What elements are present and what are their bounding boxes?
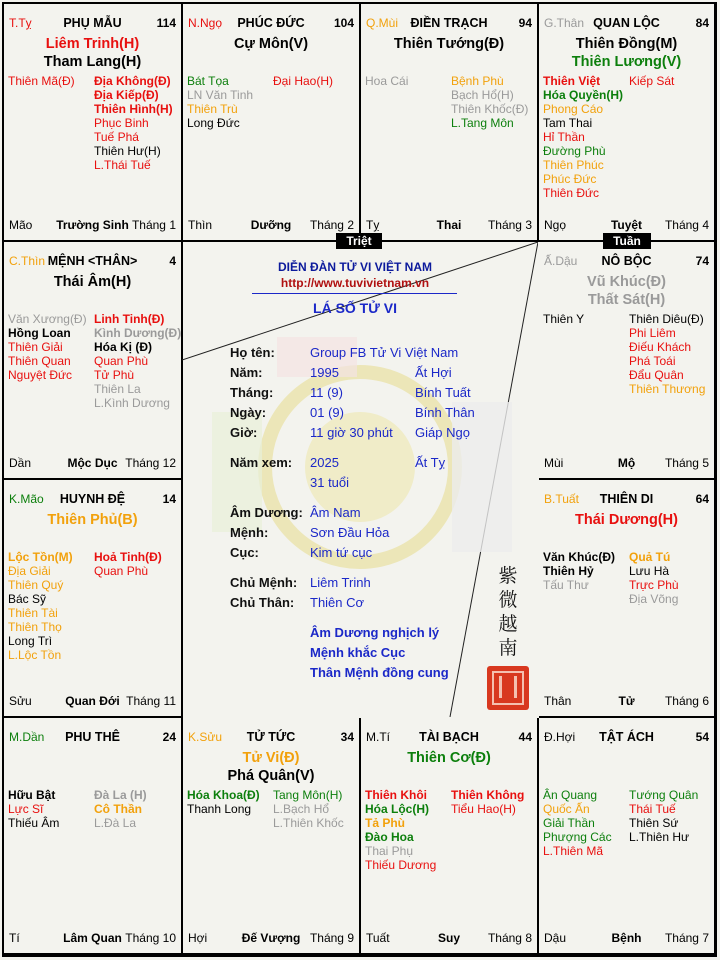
palace-branch: K.Sửu [188, 730, 223, 744]
palace-name: THIÊN DI [599, 492, 654, 506]
minor-star: Thiên Y [543, 312, 585, 326]
info-value-canchi: Giáp Ngọ [415, 425, 470, 440]
palace-header [544, 492, 709, 508]
palace-footer [544, 931, 709, 945]
info-value: 11 giờ 30 phút [310, 425, 393, 440]
minor-star: Nguyệt Đức [8, 368, 73, 382]
minor-star: Thái Tuế [629, 802, 676, 816]
minor-star: Thiên Quý [8, 578, 64, 592]
red-seal-stamp [487, 666, 529, 710]
footer-branch: Mùi [544, 456, 564, 470]
minor-star: Điếu Khách [629, 340, 692, 354]
right-star-column [629, 312, 705, 396]
palace-footer [9, 694, 176, 708]
minor-star: Lộc Tồn(M) [8, 550, 73, 564]
palace-name: TÀI BẠCH [419, 730, 479, 744]
palace-mao [4, 480, 183, 718]
info-label: Chủ Mệnh: [230, 575, 298, 590]
palace-number: 24 [162, 730, 176, 744]
palace-number: 34 [340, 730, 354, 744]
minor-star: Hóa Quyền(H) [543, 88, 624, 102]
calligraphy-char: 越 [498, 613, 518, 635]
info-label: Họ tên: [230, 345, 275, 360]
palace-name: TỬ TỨC [246, 730, 296, 744]
major-star: Thiên Phủ(B) [47, 512, 138, 528]
info-label: Năm: [230, 365, 263, 380]
minor-star: L.Tang Môn [451, 116, 514, 130]
minor-star: Phi Liêm [629, 326, 676, 340]
palace-name: ĐIỀN TRẠCH [410, 16, 488, 30]
minor-star: L.Kình Dương [94, 396, 170, 410]
minor-star: Trực Phù [629, 578, 679, 592]
palace-header [544, 16, 709, 32]
minor-star: Hoả Tinh(Đ) [94, 550, 162, 564]
footer-month: Tháng 1 [131, 218, 176, 232]
minor-star: Thiên Khốc(Đ) [451, 102, 529, 116]
info-value-canchi: Ất Hợi [415, 365, 452, 380]
palace-branch: C.Thìn [9, 254, 46, 268]
palace-branch: T.Tỵ [9, 16, 32, 30]
left-star-column [543, 74, 623, 200]
minor-star: Địa Không(Đ) [94, 74, 171, 88]
right-star-column [94, 550, 162, 578]
palace-header [9, 254, 176, 270]
footer-month: Tháng 11 [126, 694, 176, 708]
minor-star: Thiên Mã(Đ) [8, 74, 75, 88]
minor-star: Địa Võng [629, 592, 679, 606]
footer-stage: Trường Sinh [56, 218, 129, 232]
minor-star: LN Văn Tinh [187, 88, 254, 102]
info-value-canchi: Bính Thân [415, 405, 475, 420]
left-star-column [8, 788, 59, 830]
palace-number: 64 [695, 492, 709, 506]
footer-month: Tháng 2 [309, 218, 354, 232]
palace-number: 94 [518, 16, 532, 30]
minor-star: Đường Phù [543, 144, 606, 158]
palace-dau [539, 242, 716, 480]
chart-title: LÁ SỐ TỬ VI [313, 300, 397, 316]
major-star: Vũ Khúc(Đ) [587, 274, 666, 290]
minor-star: L.Thiên Khốc [273, 816, 344, 830]
info-label: Cục: [230, 545, 259, 560]
minor-star: Tiểu Hao(H) [451, 802, 516, 816]
palace-header [366, 16, 532, 32]
major-star: Thái Âm(H) [53, 274, 132, 290]
minor-star: Phúc Đức [543, 172, 597, 186]
minor-star: Bệnh Phù [451, 74, 504, 88]
minor-star: Thiên Tài [8, 606, 58, 620]
calligraphy-char: 南 [498, 637, 518, 659]
palace-number: 114 [156, 16, 176, 30]
footer-month: Tháng 6 [664, 694, 709, 708]
left-star-column [8, 74, 75, 88]
footer-stage: Mộc Dục [67, 456, 118, 470]
center-panel [182, 242, 538, 717]
left-star-column [8, 550, 73, 662]
note-3: Thân Mệnh đồng cung [310, 665, 449, 680]
info-value-canchi: Bính Tuất [415, 385, 471, 400]
major-star: Thất Sát(H) [587, 292, 666, 308]
footer-month: Tháng 5 [664, 456, 709, 470]
minor-star: Thiên Quan [8, 354, 71, 368]
minor-star: L.Thái Tuế [94, 158, 151, 172]
left-star-column [187, 74, 253, 130]
footer-month: Tháng 8 [487, 931, 532, 945]
minor-star: Tang Môn(H) [273, 788, 343, 802]
footer-stage: Lâm Quan [63, 931, 122, 945]
footer-stage: Tử [618, 694, 635, 708]
minor-star: L.Bạch Hổ [273, 802, 330, 816]
palace-number: 74 [695, 254, 709, 268]
minor-star: Linh Tinh(Đ) [94, 312, 165, 326]
footer-month: Tháng 10 [125, 931, 176, 945]
palace-header [188, 16, 354, 32]
palace-header [9, 730, 176, 746]
palace-name: QUAN LỘC [593, 16, 660, 30]
right-star-column [629, 74, 674, 88]
palace-footer [188, 218, 354, 232]
palace-footer [366, 931, 532, 945]
minor-star: Địa Giải [8, 564, 51, 578]
info-value: Sơn Đầu Hỏa [310, 525, 390, 540]
palace-footer [188, 931, 354, 945]
footer-stage: Mộ [617, 456, 636, 470]
info-value: 1995 [310, 365, 339, 380]
major-star: Thiên Tướng(Đ) [393, 36, 505, 52]
palace-branch: Q.Mùi [366, 16, 399, 30]
footer-stage: Suy [437, 931, 460, 945]
major-star: Thiên Cơ(Đ) [407, 750, 491, 766]
left-star-column [365, 74, 408, 88]
footer-stage: Bệnh [611, 931, 642, 945]
minor-star: Đại Hao(H) [273, 74, 334, 88]
footer-branch: Thân [544, 694, 572, 708]
palace-ty [4, 4, 183, 242]
minor-star: Bác Sỹ [8, 592, 47, 606]
footer-branch: Tí [9, 931, 20, 945]
info-value: Group FB Tử Vi Việt Nam [310, 345, 459, 360]
footer-stage: Dưỡng [250, 218, 292, 232]
palace-footer [544, 456, 709, 470]
palace-name: MỆNH <THÂN> [47, 254, 138, 268]
note-2: Mệnh khắc Cục [310, 645, 406, 660]
palace-footer [9, 218, 176, 232]
minor-star: Tấu Thư [543, 578, 589, 592]
palace-number: 44 [518, 730, 532, 744]
palace-header [9, 16, 176, 32]
minor-star: Tam Thai [543, 116, 593, 130]
right-star-column [629, 550, 679, 606]
minor-star: Thiên Phúc [543, 158, 604, 172]
palace-footer [544, 218, 709, 232]
minor-star: Quả Tú [629, 550, 671, 564]
palace-dan [4, 718, 183, 955]
palace-hoi [539, 718, 716, 955]
info-label: Năm xem: [230, 455, 293, 470]
minor-star: Văn Xương(Đ) [8, 312, 87, 326]
palace-footer [9, 931, 176, 945]
palace-thin [4, 242, 183, 480]
info-value: 01 (9) [310, 405, 344, 420]
palace-name: PHÚC ĐỨC [237, 16, 305, 30]
palace-ngo [183, 4, 361, 242]
left-star-column [543, 550, 615, 592]
right-star-column [94, 788, 147, 830]
footer-branch: Sửu [9, 694, 32, 708]
minor-star: Đào Hoa [365, 830, 414, 844]
minor-star: Thiên Hư(H) [94, 144, 161, 158]
footer-branch: Tuất [366, 931, 390, 945]
footer-month: Tháng 7 [664, 931, 709, 945]
minor-star: Long Đức [187, 116, 240, 130]
palace-number: 14 [162, 492, 176, 506]
major-star: Liêm Trinh(H) [45, 36, 140, 52]
minor-star: Cô Thần [94, 802, 142, 816]
palace-branch: Đ.Hợi [544, 730, 576, 744]
forum-name: DIỄN ĐÀN TỬ VI VIỆT NAM [278, 260, 432, 274]
left-star-column [8, 312, 87, 382]
calligraphy-char: 紫 [498, 565, 518, 587]
palace-name: HUYNH ĐỆ [59, 492, 126, 506]
minor-star: Thiên Việt [543, 74, 601, 88]
minor-star: Quan Phù [94, 354, 149, 368]
major-star: Thiên Đồng(M) [575, 36, 678, 52]
footer-month: Tháng 4 [664, 218, 709, 232]
minor-star: Hữu Bật [8, 788, 56, 802]
minor-star: Đà La (H) [94, 788, 147, 802]
palace-ti [361, 718, 539, 955]
minor-star: Long Trì [8, 634, 53, 648]
major-star: Thiên Lương(V) [571, 54, 682, 70]
palace-tuat [539, 480, 716, 718]
palace-header [188, 730, 354, 746]
info-value: 2025 [310, 455, 339, 470]
palace-branch: M.Dần [9, 730, 45, 744]
info-label: Mệnh: [230, 525, 269, 540]
footer-stage: Quan Đới [65, 694, 120, 708]
minor-star: Tướng Quân [629, 788, 699, 802]
minor-star: Thiên Hỷ [543, 564, 594, 578]
minor-star: Đẩu Quân [629, 368, 684, 382]
right-star-column [451, 788, 524, 816]
minor-star: Thiên La [94, 382, 141, 396]
minor-star: Bạch Hổ(H) [451, 88, 514, 102]
minor-star: Địa Kiếp(Đ) [94, 88, 159, 102]
minor-star: Phượng Các [543, 830, 612, 844]
major-star: Tham Lang(H) [43, 54, 142, 70]
info-label: Giờ: [230, 425, 258, 440]
right-star-column [94, 74, 173, 172]
minor-star: Thiên Thương [629, 382, 706, 396]
palace-header [366, 730, 532, 746]
minor-star: Thiên Hình(H) [94, 102, 173, 116]
minor-star: Tuế Phá [94, 130, 139, 144]
minor-star: Kiếp Sát [629, 74, 675, 88]
footer-branch: Ngọ [544, 218, 567, 232]
palace-branch: B.Tuất [544, 492, 579, 506]
palace-number: 54 [695, 730, 709, 744]
palace-name: NÔ BỘC [601, 254, 652, 268]
info-value: Thiên Cơ [310, 595, 365, 610]
minor-star: Thai Phụ [365, 844, 414, 858]
footer-stage: Tuyệt [610, 218, 643, 232]
info-label: Âm Dương: [230, 505, 303, 520]
minor-star: Lực Sĩ [8, 802, 44, 816]
right-star-column [629, 788, 698, 844]
minor-star: Thiếu Âm [8, 816, 60, 830]
palace-suu [183, 718, 361, 955]
calligraphy [496, 564, 520, 660]
minor-star: Ân Quang [543, 788, 598, 802]
info-value: Kim tứ cục [310, 545, 373, 560]
palace-footer [544, 694, 709, 708]
left-star-column [543, 312, 584, 326]
palace-branch: M.Tí [366, 730, 390, 744]
minor-star: L.Thiên Hư [629, 830, 690, 844]
info-value: 31 tuổi [310, 475, 350, 490]
minor-star: Hỉ Thần [543, 130, 585, 144]
footer-stage: Đế Vượng [241, 931, 301, 945]
left-star-column [187, 788, 260, 816]
minor-star: Bát Tọa [187, 74, 229, 88]
minor-star: Văn Khúc(Đ) [543, 550, 615, 564]
minor-star: Giải Thần [543, 816, 595, 830]
left-star-column [365, 788, 436, 872]
footer-branch: Dần [9, 456, 32, 470]
footer-branch: Hợi [188, 931, 208, 945]
footer-branch: Mão [9, 218, 33, 232]
minor-star: Tả Phù [365, 816, 406, 830]
info-label: Chủ Thân: [230, 595, 295, 610]
minor-star: Thanh Long [187, 802, 252, 816]
left-star-column [543, 788, 612, 858]
minor-star: Kình Dương(Đ) [94, 326, 182, 340]
minor-star: L.Đà La [94, 816, 137, 830]
minor-star: Thiên Giải [8, 340, 63, 354]
footer-branch: Dậu [544, 931, 567, 945]
info-label: Ngày: [230, 405, 267, 420]
url-underline [252, 293, 457, 294]
palace-number: 104 [333, 16, 354, 30]
palace-footer [366, 218, 532, 232]
major-star: Phá Quân(V) [227, 768, 315, 784]
minor-star: Phục Binh [94, 116, 149, 130]
minor-star: Thiên Không [451, 788, 525, 802]
minor-star: Thiên Khôi [365, 788, 427, 802]
minor-star: Thiên Thọ [8, 620, 62, 634]
info-value: 11 (9) [310, 385, 343, 400]
info-label: Tháng: [230, 385, 274, 400]
major-star: Tử Vi(Đ) [242, 750, 300, 766]
info-value-canchi: Ất Tỵ [415, 455, 446, 470]
forum-url[interactable]: http://www.tuvivietnam.vn [280, 276, 430, 290]
minor-star: Hóa Khoa(Đ) [187, 788, 260, 802]
palace-header [9, 492, 176, 508]
minor-star: Thiên Trù [187, 102, 238, 116]
right-star-column [273, 74, 333, 88]
palace-header [544, 254, 709, 270]
palace-number: 4 [169, 254, 176, 268]
palace-than [539, 4, 716, 242]
minor-star: Tử Phù [94, 368, 135, 382]
minor-star: Quốc Ấn [543, 802, 590, 816]
calligraphy-char: 微 [498, 589, 518, 611]
major-star: Thái Dương(H) [575, 512, 678, 528]
palace-name: PHỤ MẪU [63, 16, 122, 30]
minor-star: Phá Toái [629, 354, 676, 368]
palace-mui [361, 4, 539, 242]
right-star-column [94, 312, 181, 410]
minor-star: Quan Phù [94, 564, 149, 578]
palace-footer [9, 456, 176, 470]
minor-star: L.Thiên Mã [543, 844, 604, 858]
palace-branch: K.Mão [9, 492, 44, 506]
tuan-marker: Tuần [603, 233, 651, 249]
footer-month: Tháng 9 [309, 931, 354, 945]
minor-star: Thiếu Dương [365, 858, 437, 872]
palace-number: 84 [695, 16, 709, 30]
palace-branch: G.Thân [544, 16, 585, 30]
minor-star: Phong Cáo [543, 102, 604, 116]
palace-name: TẬT ÁCH [599, 730, 654, 744]
triet-marker: Triệt [336, 233, 382, 249]
info-value: Âm Nam [310, 505, 361, 520]
minor-star: Hóa Lộc(H) [365, 802, 429, 816]
footer-month: Tháng 3 [487, 218, 532, 232]
palace-branch: N.Ngọ [188, 16, 223, 30]
minor-star: Hóa Kị (Đ) [94, 340, 152, 354]
minor-star: L.Lộc Tồn [8, 648, 62, 662]
palace-branch: Ấ.Dậu [544, 254, 578, 268]
palace-header [544, 730, 709, 746]
minor-star: Hồng Loan [8, 326, 71, 340]
footer-branch: Tỵ [366, 218, 380, 232]
footer-month: Tháng 12 [125, 456, 176, 470]
minor-star: Lưu Hà [629, 564, 670, 578]
right-star-column [451, 74, 528, 130]
minor-star: Hoa Cái [365, 74, 409, 88]
palace-name: PHU THÊ [65, 730, 120, 744]
right-star-column [273, 788, 344, 830]
minor-star: Thiên Sứ [629, 816, 679, 830]
major-star: Cự Môn(V) [233, 36, 309, 52]
minor-star: Thiên Đức [543, 186, 600, 200]
info-value: Liêm Trinh [310, 575, 371, 590]
footer-stage: Thai [436, 218, 462, 232]
minor-star: Thiên Diêu(Đ) [629, 312, 704, 326]
footer-branch: Thìn [188, 218, 213, 232]
note-1: Âm Dương nghịch lý [310, 625, 440, 640]
